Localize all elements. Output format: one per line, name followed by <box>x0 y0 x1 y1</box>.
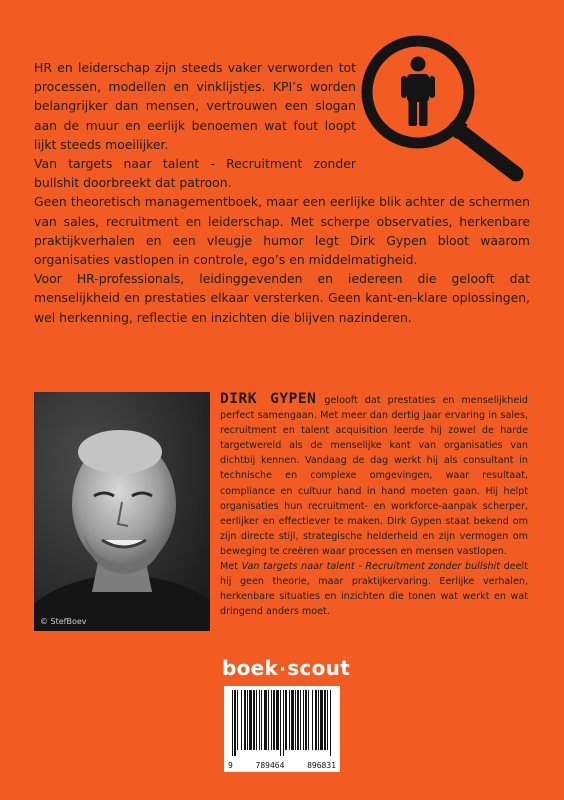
blurb-paragraph-3: Geen theoretisch managementboek, maar een eerlijke blik achter de schermen van sales, recruitment en leiderschap. Met scherpe observaties, herkenbare praktijkverhalen en een vleugje humor legt Dirk Gypen bloot waarom organisaties vastlopen in controle, ego’s en middelmatigheid. <box>34 194 530 268</box>
isbn-barcode <box>224 686 340 772</box>
barcode-bar <box>280 690 281 756</box>
barcode-bar <box>312 690 313 750</box>
barcode-bar <box>291 690 294 750</box>
barcode-bar <box>305 690 307 750</box>
barcode-bar <box>253 690 255 750</box>
publisher-logo <box>222 656 351 680</box>
barcode-bar <box>261 690 262 750</box>
blurb-paragraph-4: Voor HR-professionals, leidinggevenden en iedereen die gelooft dat menselijkheid en prestaties elkaar versterken. Geen kant-en-klare oplossingen, wel herkenning, reflectie en inzichten die blijven nazinderen. <box>34 271 530 325</box>
barcode-bar <box>327 690 328 750</box>
barcode-digit-1: 9 <box>228 761 233 770</box>
barcode-bar <box>241 690 242 750</box>
barcode-bar <box>295 690 296 750</box>
logo-left: boek <box>222 656 279 680</box>
barcode-bar <box>244 690 246 750</box>
barcode-bar <box>303 690 304 750</box>
barcode-bar <box>276 690 279 750</box>
barcode-bar <box>315 690 317 750</box>
barcode-bar <box>256 690 257 750</box>
barcode-bar <box>324 690 326 750</box>
barcode-bar <box>247 690 248 750</box>
barcode-bar <box>285 690 287 750</box>
logo-right: scout <box>287 656 351 680</box>
author-photo <box>34 392 210 631</box>
logo-dot: · <box>279 659 287 680</box>
author-bio-paragraph-2 <box>220 559 528 619</box>
author-bio-paragraph-1 <box>220 392 528 559</box>
barcode-bar <box>268 690 269 750</box>
photo-credit: © StefBoev <box>40 617 87 626</box>
barcode-bars <box>230 690 334 756</box>
author-bio-text-1: gelooft dat prestaties en menselijkheid perfect samengaan. Met meer dan dertig jaar ervaring in sales, recruitment en talent acquisition leerde hij zowel de harde targetwereld als de menselijke kant van organisaties van dichtbij kennen. Vandaag de dag werkt hij als consultant in technische en complexe omgevingen, waar resultaat, compliance en cultuur hand in hand moeten gaan. Hij helpt organisaties hun recruitment- en workforce-aanpak scherper, eerlijker en effectiever te maken. Dirk Gypen staat bekend om zijn directe stijl, strategische helderheid en zijn vermogen om beweging te creëren waar processen en mensen vastlopen. <box>220 395 528 557</box>
barcode-bar <box>330 690 331 756</box>
book-title-italic: Van targets naar talent - Recruitment zonder bullshit <box>241 561 501 573</box>
barcode-bar <box>308 690 309 750</box>
barcode-bar <box>234 690 236 756</box>
barcode-bar <box>283 690 284 756</box>
barcode-bar <box>318 690 319 750</box>
author-bio <box>220 392 528 619</box>
barcode-bar <box>232 690 233 756</box>
barcode-bar <box>237 690 238 750</box>
barcode-bar <box>300 690 301 750</box>
barcode-bar <box>320 690 323 750</box>
barcode-bar <box>264 690 267 750</box>
blurb-paragraph-1: HR en leiderschap zijn steeds vaker verworden tot processen, modellen en vinklijstjes. KPI’s worden belangrijker dan mensen, vertrouwen een slogan aan de muur en eerlijk benoemen wat fout loopt lijkt steeds moeilijker. <box>34 60 356 152</box>
barcode-bar <box>273 690 275 750</box>
blurb-paragraph-2: Van targets naar talent - Recruitment zonder bullshit doorbreekt dat patroon. <box>34 156 356 191</box>
barcode-bar <box>297 690 299 750</box>
magnifying-glass-person-icon <box>348 24 534 184</box>
barcode-bar <box>289 690 290 750</box>
barcode-bar <box>259 690 260 750</box>
barcode-digits <box>224 761 340 770</box>
barcode-bar <box>271 690 272 750</box>
author-name: DIRK GYPEN <box>220 391 317 407</box>
author-bio-text-2b: deelt hij geen theorie, maar praktijkervaring. Eerlijke verhalen, herkenbare situaties en inzichten die tonen wat werkt en wat dringend anders moet. <box>220 561 528 618</box>
author-bio-text-2a: Met <box>220 561 242 573</box>
barcode-digits-2: 789464 <box>255 761 285 770</box>
barcode-digits-3: 896831 <box>307 761 336 770</box>
barcode-bar <box>249 690 252 750</box>
